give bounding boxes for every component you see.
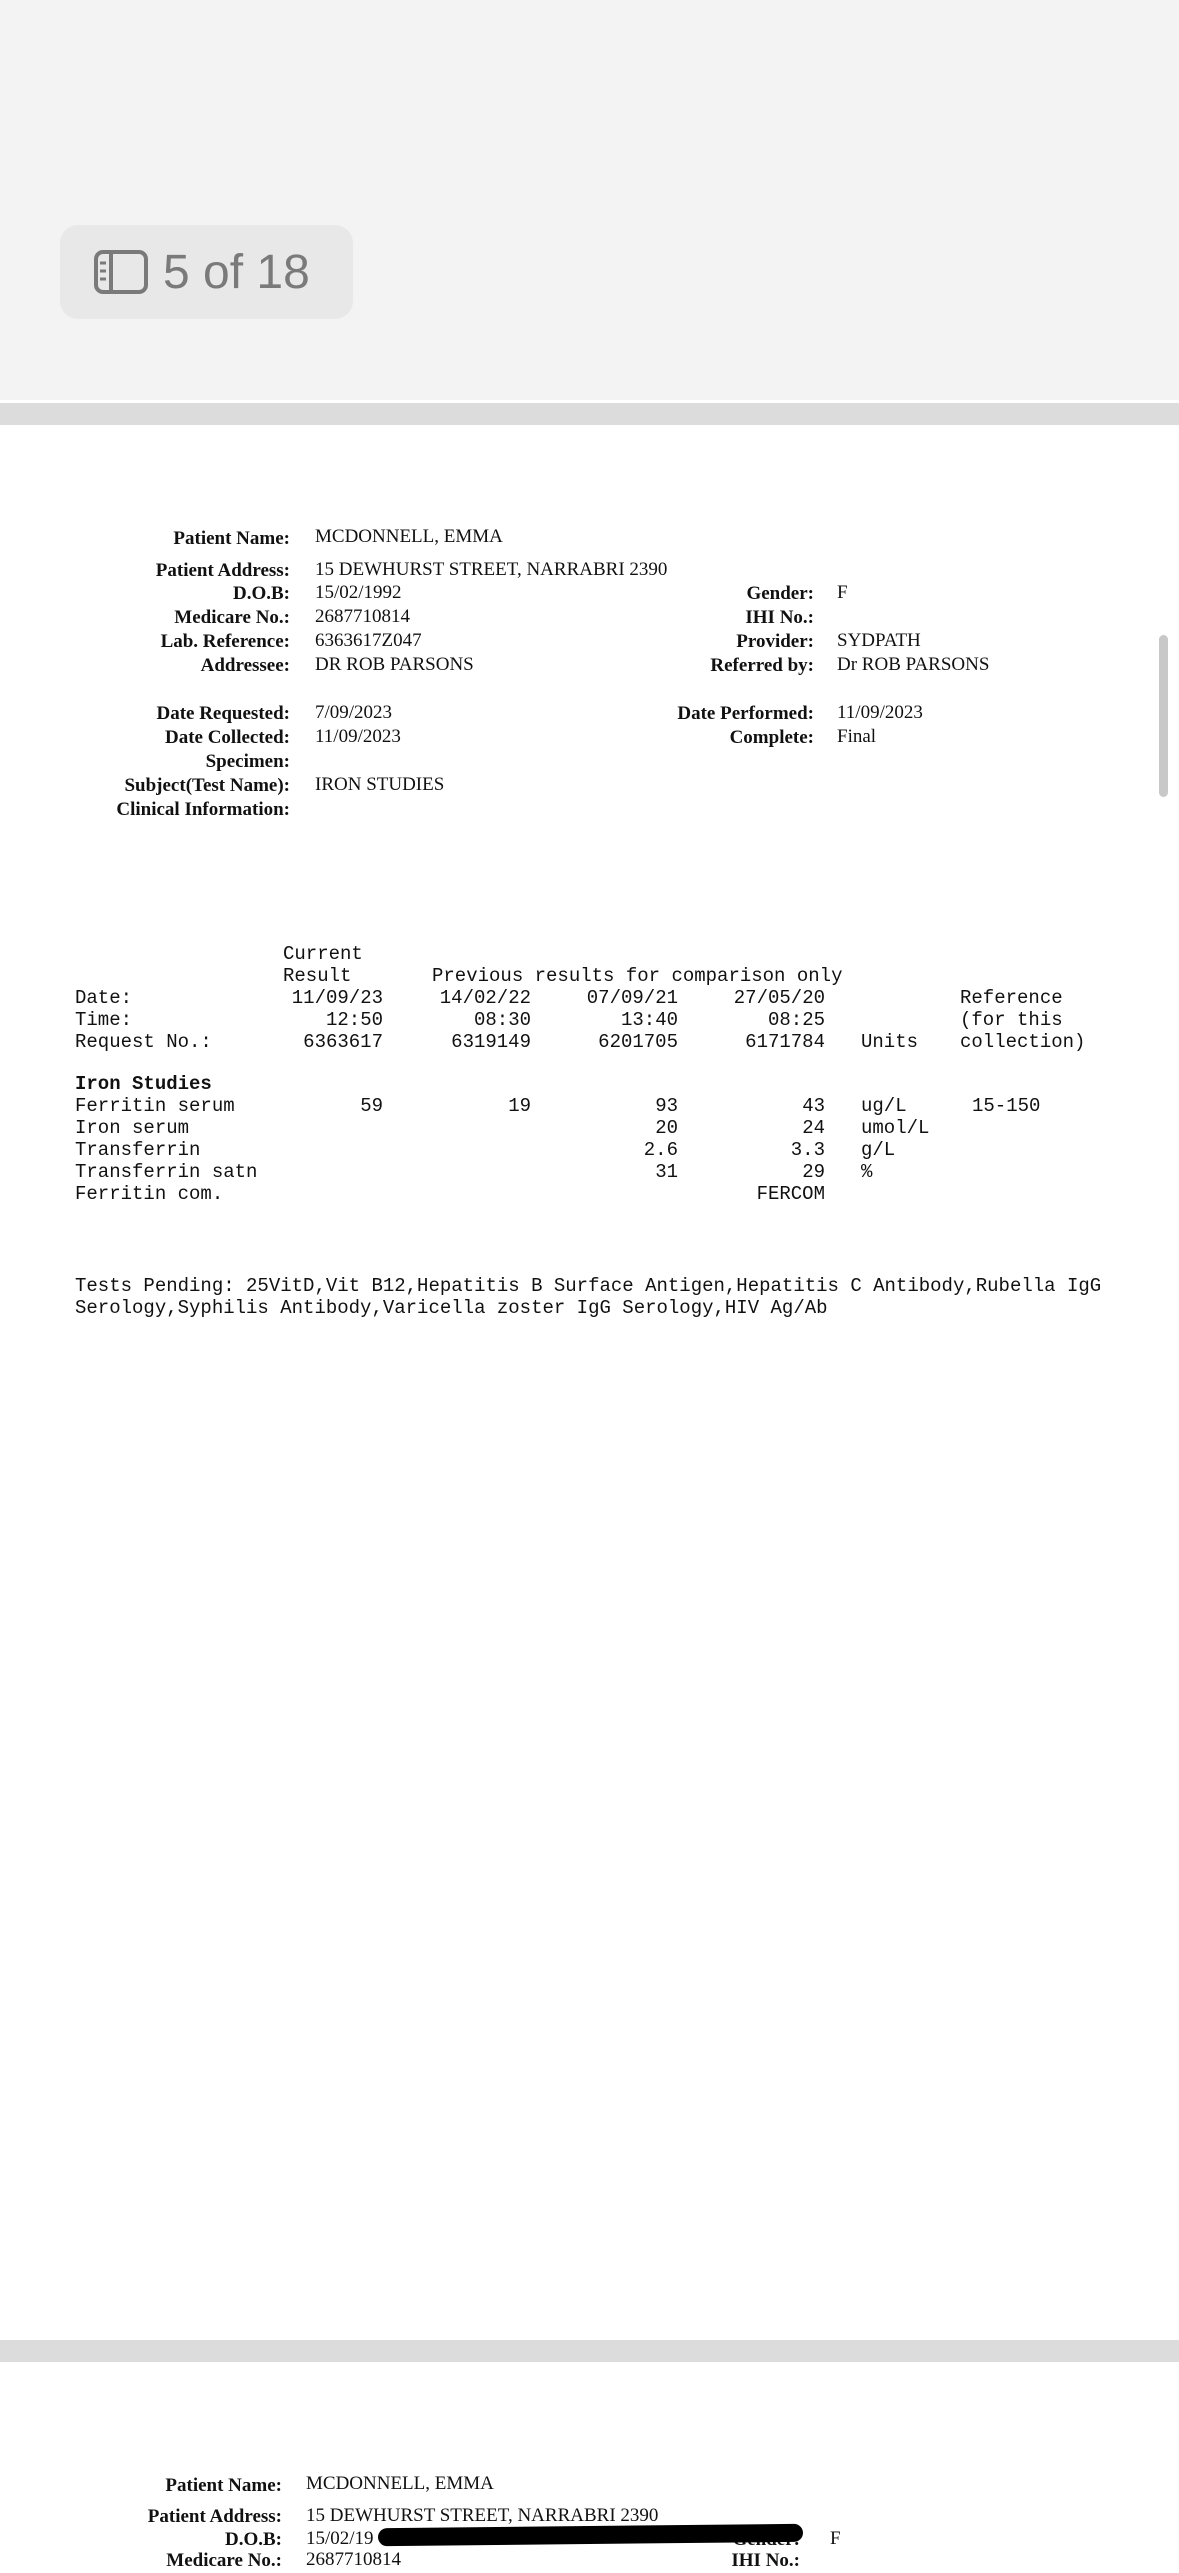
column-date: 07/09/21 — [586, 987, 678, 1009]
page-separator — [0, 2340, 1179, 2362]
test-name: Iron serum — [75, 1117, 190, 1139]
reference-header: Reference — [960, 987, 1063, 1009]
patient-name-label: Patient Name: — [173, 528, 290, 549]
reference-header: collection) — [960, 1031, 1086, 1053]
current-result-header-2: Result — [283, 965, 352, 987]
time-row-label: Time: — [75, 1009, 133, 1031]
column-date: 14/02/22 — [439, 987, 531, 1009]
date-row-label: Date: — [75, 987, 133, 1009]
gender: F — [837, 582, 848, 603]
date-collected-label: Date Collected: — [164, 727, 290, 748]
page-indicator-text: 5 of 18 — [163, 245, 310, 299]
pending-tests-line: Tests Pending: 25VitD,Vit B12,Hepatitis B Surface Antigen,Hepatitis C Antibody,Rubella IgG — [75, 1275, 1102, 1297]
subject-label: Subject(Test Name): — [124, 775, 290, 796]
request-row-label: Request No.: — [75, 1031, 212, 1053]
medicare-number: 2687710814 — [306, 2549, 401, 2570]
patient-address: 15 DEWHURST STREET, NARRABRI 2390 — [306, 2505, 659, 2526]
date-collected: 11/09/2023 — [315, 726, 401, 747]
dob-label: D.O.B: — [233, 583, 290, 604]
column-date: 27/05/20 — [733, 987, 825, 1009]
referred-by-label: Referred by: — [710, 655, 814, 676]
lab-reference-label: Lab. Reference: — [160, 631, 290, 652]
section-title: Iron Studies — [75, 1073, 212, 1095]
test-units: g/L — [861, 1139, 896, 1161]
test-name: Ferritin com. — [75, 1183, 224, 1205]
reference-header: (for this — [960, 1009, 1063, 1031]
test-value: FERCOM — [756, 1183, 825, 1205]
addressee: DR ROB PARSONS — [315, 654, 474, 675]
column-request: 6171784 — [745, 1031, 825, 1053]
column-request: 6319149 — [451, 1031, 531, 1053]
page-separator — [0, 403, 1179, 425]
addressee-label: Addressee: — [200, 655, 290, 676]
document-page — [0, 425, 1179, 2340]
column-request: 6201705 — [598, 1031, 678, 1053]
date-requested-label: Date Requested: — [156, 703, 290, 724]
patient-name-label: Patient Name: — [165, 2475, 282, 2496]
date-performed-label: Date Performed: — [677, 703, 814, 724]
column-time: 08:25 — [767, 1009, 825, 1031]
patient-address: 15 DEWHURST STREET, NARRABRI 2390 — [315, 559, 668, 580]
next-document-page — [0, 2362, 1179, 2571]
test-name: Transferrin satn — [75, 1161, 258, 1183]
test-name: Transferrin — [75, 1139, 201, 1161]
medicare-number: 2687710814 — [315, 606, 410, 627]
test-units: % — [861, 1161, 873, 1183]
date-performed: 11/09/2023 — [837, 702, 923, 723]
test-name: Ferritin serum — [75, 1095, 235, 1117]
test-value: 43 — [802, 1095, 825, 1117]
column-time: 08:30 — [473, 1009, 531, 1031]
clinical-info-label: Clinical Information: — [116, 799, 290, 820]
test-reference: 15-150 — [972, 1095, 1041, 1117]
referred-by: Dr ROB PARSONS — [837, 654, 990, 675]
provider-label: Provider: — [736, 631, 814, 652]
subject: IRON STUDIES — [315, 774, 445, 795]
ihi-label: IHI No.: — [731, 2550, 800, 2571]
dob: 15/02/1992 — [315, 582, 402, 603]
date-requested: 7/09/2023 — [315, 702, 393, 723]
test-value: 24 — [802, 1117, 825, 1139]
column-request: 6363617 — [303, 1031, 383, 1053]
column-time: 12:50 — [325, 1009, 383, 1031]
test-units: ug/L — [861, 1095, 907, 1117]
patient-name: MCDONNELL, EMMA — [306, 2473, 494, 2494]
current-result-header-1: Current — [283, 943, 363, 965]
medicare-label: Medicare No.: — [174, 607, 290, 628]
test-value: 59 — [360, 1095, 383, 1117]
previous-results-header: Previous results for comparison only — [432, 965, 843, 987]
complete-status: Final — [837, 726, 877, 747]
patient-name: MCDONNELL, EMMA — [315, 526, 503, 547]
patient-address-label: Patient Address: — [155, 560, 290, 581]
dob: 15/02/19 — [306, 2528, 374, 2549]
scrollbar-thumb[interactable] — [1159, 635, 1168, 797]
gender-label: Gender: — [746, 583, 814, 604]
medicare-label: Medicare No.: — [166, 2550, 282, 2571]
pending-tests-line: Serology,Syphilis Antibody,Varicella zoster IgG Serology,HIV Ag/Ab — [75, 1297, 828, 1319]
test-value: 3.3 — [790, 1139, 825, 1161]
dob-label: D.O.B: — [225, 2529, 282, 2550]
gender: F — [830, 2528, 841, 2549]
patient-address-label: Patient Address: — [147, 2506, 282, 2527]
viewer-top-area — [0, 0, 1179, 400]
ihi-label: IHI No.: — [745, 607, 814, 628]
units-header: Units — [861, 1031, 919, 1053]
test-value: 19 — [508, 1095, 531, 1117]
test-value: 2.6 — [643, 1139, 678, 1161]
provider: SYDPATH — [837, 630, 921, 651]
page-indicator[interactable] — [60, 225, 353, 319]
complete-label: Complete: — [729, 727, 814, 748]
sidebar-icon — [93, 249, 149, 295]
test-value: 93 — [655, 1095, 678, 1117]
specimen-label: Specimen: — [205, 751, 290, 772]
column-time: 13:40 — [620, 1009, 678, 1031]
test-value: 20 — [655, 1117, 678, 1139]
lab-reference: 6363617Z047 — [315, 630, 422, 651]
test-value: 31 — [655, 1161, 678, 1183]
test-units: umol/L — [861, 1117, 930, 1139]
column-date: 11/09/23 — [291, 987, 383, 1009]
test-value: 29 — [802, 1161, 825, 1183]
